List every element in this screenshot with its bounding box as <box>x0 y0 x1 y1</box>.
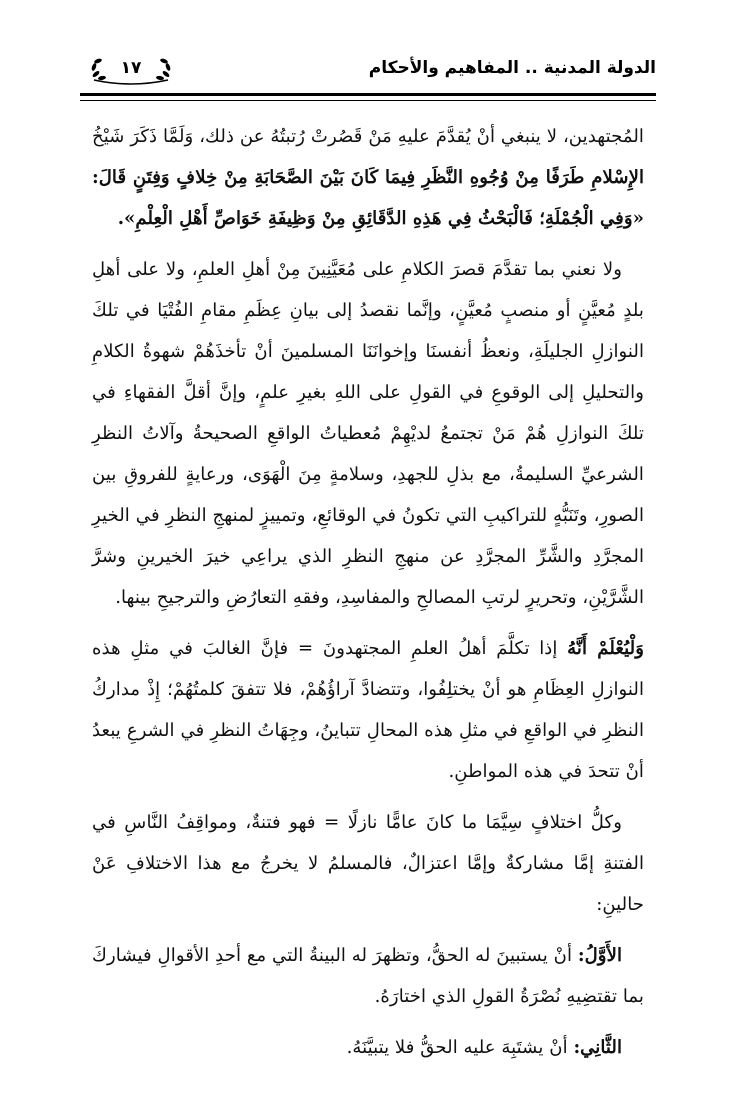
running-header <box>80 50 656 96</box>
paragraph-text: المُجتهدين، لا ينبغي أنْ يُقدَّمَ عليهِ مَنْ قَصُرتْ رُتبتُهُ عن ذلك، وَلَمَّا ذَكَرَ شَيْخُ <box>92 126 644 147</box>
page-number: ١٧ <box>120 58 142 78</box>
header-rule-thin <box>80 100 656 101</box>
paragraph-text: أنْ يشتَبِهَ عليه الحقُّ فلا يتبيَّنَهُ. <box>346 1037 568 1058</box>
paragraph-lead: الأَوَّلُ: <box>577 945 622 966</box>
paragraph-text: أنْ يستبينَ له الحقُّ، وتظهرَ له البينةُ التي مع أحدِ الأقوالِ فيشاركَ بما تقتضِيهِ نُصْرَةُ القولِ الذي اختارَهُ. <box>92 945 644 1007</box>
paragraph-lead: وَلْيُعْلَمْ أَنَّهُ <box>567 638 644 659</box>
paragraph-3 <box>92 628 644 792</box>
paragraph-text: إذا تكلَّمَ أهلُ العلمِ المجتهدونَ = فإنَّ الغالبَ في مثلِ هذه النوازلِ العِظَامِ هو أنْ يختلِفُوا، وتتضادَّ آراؤُهُمْ، فلا تتفقَ كلمتُهُمْ؛ إِذْ مداركُ النظرِ في الواقعِ في مثلِ هذه المحالِ تتباينُ، وجِهَاتُ النظرِ في الشرعِ يبعدُ أنْ تتحدَ في هذه المواطنِ. <box>92 638 644 782</box>
quoted-text: الإِسْلامِ طَرَفًا مِنْ وُجُوهِ النَّظَرِ فِيمَا كَانَ بَيْنَ الصَّحَابَةِ مِنْ خِلافٍ وَفِتَنٍ قَالَ: «وَفِي الْجُمْلَةِ؛ فَالْبَحْثُ فِي هَذِهِ الدَّقَائِقِ مِنْ وَظِيفَةِ خَوَاصِّ أَهْلِ الْعِلْمِ». <box>92 167 644 229</box>
page-body <box>92 116 644 1078</box>
paragraph-4 <box>92 802 644 925</box>
paragraph-1 <box>92 116 644 239</box>
paragraph-2 <box>92 249 644 618</box>
paragraph-text: ولا نعني بما تقدَّمَ قصرَ الكلامِ على مُعَيَّنِينَ مِنْ أهلِ العلمِ، ولا على أهلِ بلدٍ مُعيَّنٍ أو منصبٍ مُعيَّنٍ، وإنَّما نقصدُ إلى بيانِ عِظَمِ مقامِ الفُتْيَا في تلكَ النوازلِ الجليلَةِ، ونعظُ أنفسنَا وإخوانَنَا المسلمينَ أنْ تأخذَهُمْ شهوةُ الكلامِ والتحليلِ إلى الوقوعِ في القولِ على اللهِ بغيرِ علمٍ، وإنَّ أقلَّ الفقهاءِ في تلكَ النوازلِ هُمْ مَنْ تجتمعُ لديْهِمْ مُعطياتُ الواقعِ الصحيحةُ وآلاتُ النظرِ الشرعيِّ السليمةُ، مع بذلِ للجهدِ، وسلامةٍ مِنَ الْهَوَى، ورعايةٍ للفروقِ بين الصورِ، وتَنَبُّهٍ للتراكيبِ التي تكونُ في الوقائعِ، وتمييزٍ لمنهجِ النظرِ في الخيرِ المجرَّدِ والشَّرِّ المجرَّدِ عن منهجِ النظرِ الذي يراعِي خيرَ الخيرينِ وشرَّ الشَّرَّيْنِ، وتحريرٍ لرتبِ المصالحِ والمفاسِدِ، وفقهِ التعارُضِ والترجيحِ بينها. <box>92 259 644 608</box>
laurel-ornament-icon <box>86 52 176 86</box>
paragraph-text: وكلُّ اختلافٍ سِيَّمَا ما كانَ عامًّا نازلًا = فهو فتنةٌ، ومواقِفُ النَّاسِ في الفتنةِ إمَّا مشاركةٌ وإمَّا اعتزالٌ، فالمسلمُ لا يخرجُ مع هذا الاختلافِ عَنْ حالينِ: <box>92 812 644 915</box>
paragraph-5 <box>92 935 644 1017</box>
header-rule-thick <box>80 93 656 96</box>
paragraph-lead: الثَّانِي: <box>573 1037 622 1058</box>
header-title: الدولة المدنية .. المفاهيم والأحكام <box>368 58 656 78</box>
paragraph-6 <box>92 1027 644 1068</box>
